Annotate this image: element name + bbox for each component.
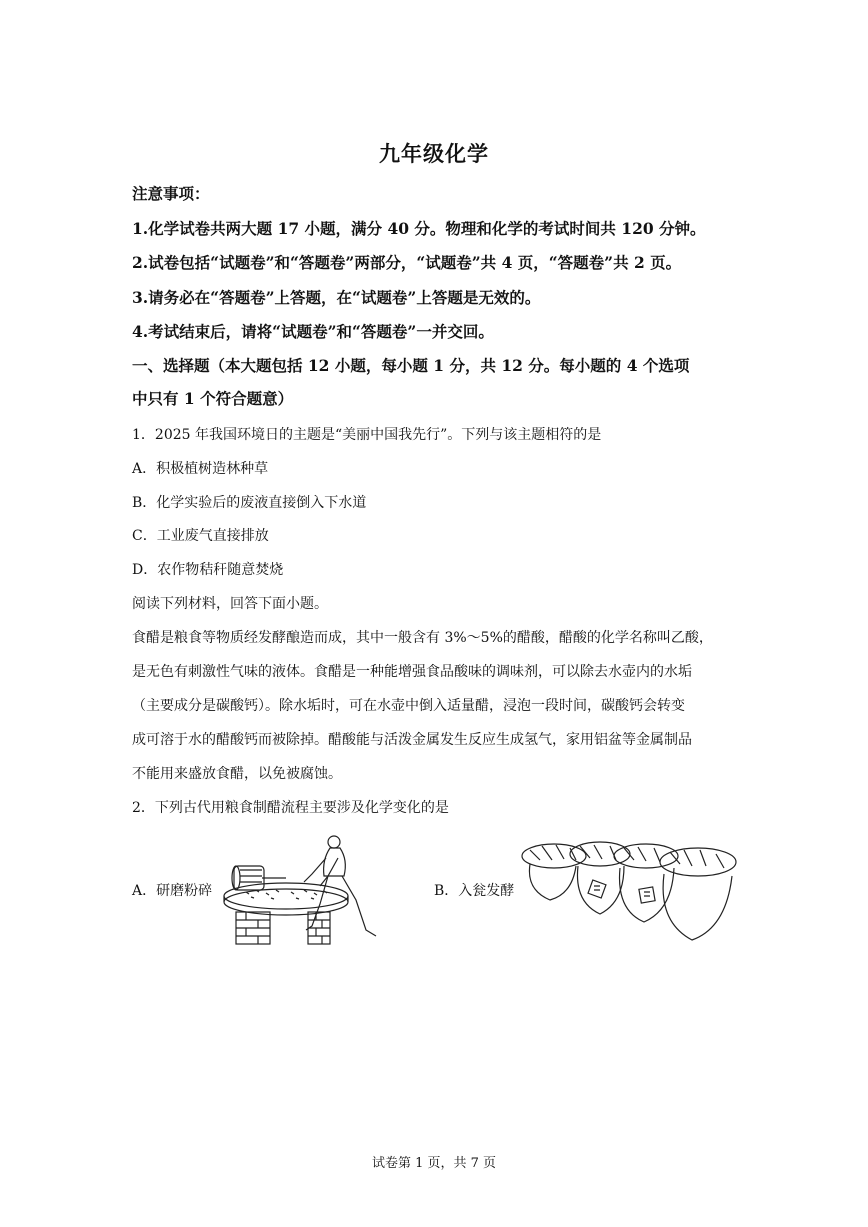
notes-heading: 注意事项： [132,184,210,203]
q2-stem: 2．下列古代用粮食制醋流程主要涉及化学变化的是 [132,800,449,816]
fermentation-urns-illustration [520,836,738,946]
note-item-2: 2.试卷包括“试题卷”和“答题卷”两部分，“试题卷”共 4 页，“答题卷”共 2 页。 [132,253,682,272]
q1-option-a: A．积极植树造林种草 [132,461,269,477]
reading-line-2: 是无色有刺激性气味的液体。食醋是一种能增强食品酸味的调味剂，可以除去水壶内的水垢 [132,664,692,680]
note-item-1: 1.化学试卷共两大题 17 小题，满分 40 分。物理和化学的考试时间共 120 分钟。 [132,219,706,238]
q2-option-a-label: A．研磨粉碎 [132,883,213,899]
page-footer: 试卷第 1 页，共 7 页 [371,1156,497,1171]
section1-heading-line1: 一、选择题（本大题包括 12 小题，每小题 1 分，共 12 分。每小题的 4 个选项 [132,356,690,375]
reading-line-3: （主要成分是碳酸钙）。除水垢时，可在水壶中倒入适量醋，浸泡一段时间，碳酸钙会转变 [132,698,685,714]
reading-line-1: 食醋是粮食等物质经发酵酿造而成，其中一般含有 3%～5%的醋酸，醋酸的化学名称叫乙酸， [132,630,713,646]
q1-option-b: B．化学实验后的废液直接倒入下水道 [132,495,367,511]
q1-option-d: D．农作物秸秆随意焚烧 [132,562,284,578]
note-item-3: 3.请务必在“答题卷”上答题，在“试题卷”上答题是无效的。 [132,288,541,307]
reading-line-5: 不能用来盛放食醋，以免被腐蚀。 [132,766,342,782]
reading-intro: 阅读下列材料，回答下面小题。 [132,596,328,612]
page-title: 九年级化学 [379,141,489,166]
reading-line-4: 成可溶于水的醋酸钙而被除掉。醋酸能与活泼金属发生反应生成氢气，家用铝盆等金属制品 [132,732,692,748]
grinding-illustration [216,830,382,948]
q1-stem: 1．2025 年我国环境日的主题是“美丽中国我先行”。下列与该主题相符的是 [132,427,602,443]
q1-option-c: C．工业废气直接排放 [132,528,269,544]
section1-heading-line2: 中只有 1 个符合题意） [132,389,294,408]
note-item-4: 4.考试结束后，请将“试题卷”和“答题卷”一并交回。 [132,322,494,341]
q2-option-b-label: B．入瓮发酵 [434,883,515,899]
